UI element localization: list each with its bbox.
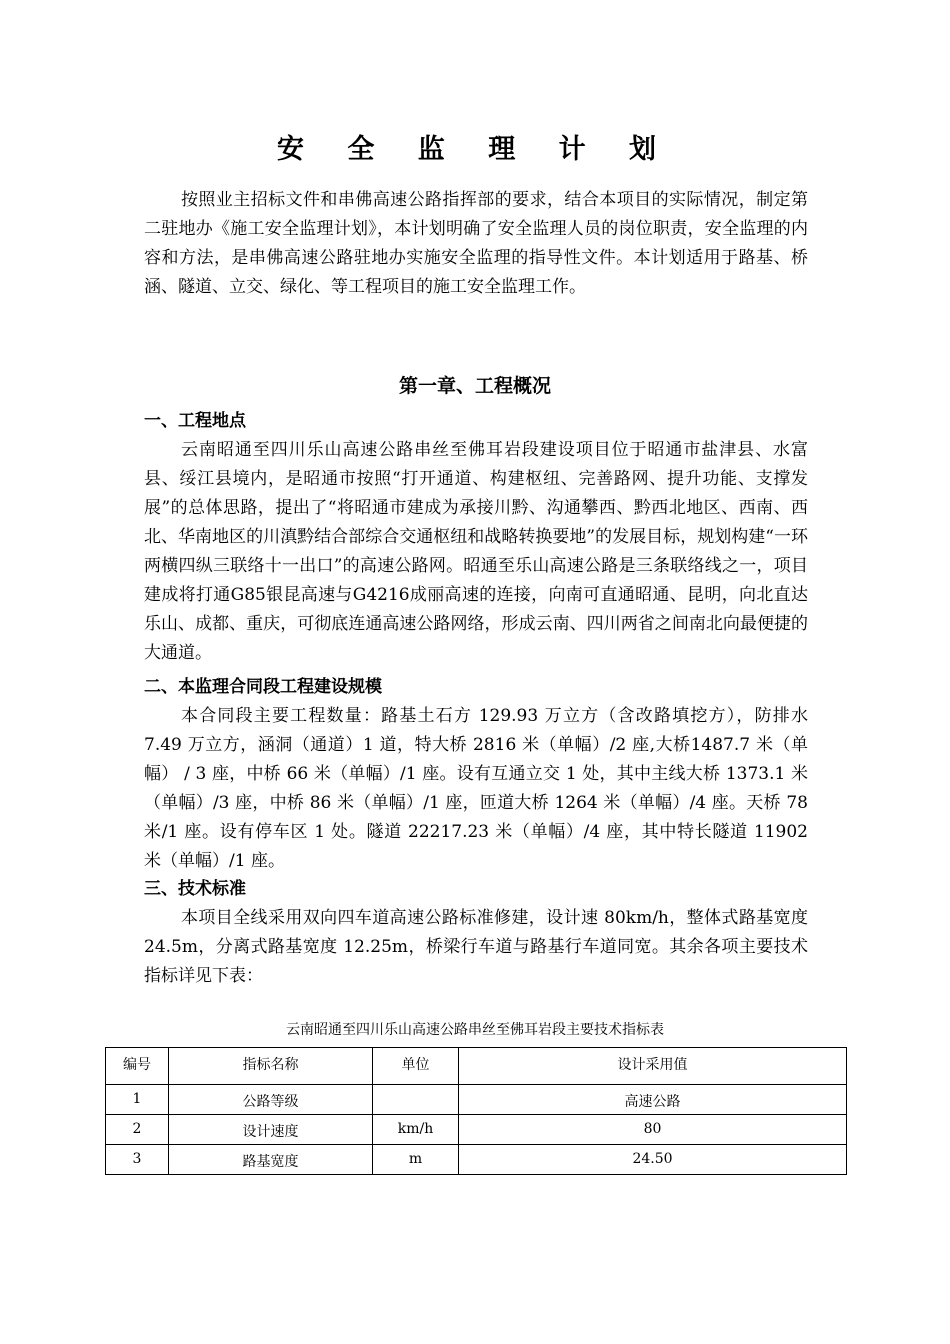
table-cell: 公路等级: [169, 1085, 373, 1115]
table-cell: m: [373, 1145, 459, 1175]
section-body-location: 云南昭通至四川乐山高速公路串丝至佛耳岩段建设项目位于昭通市盐津县、水富县、绥江县境内，是昭通市按照“打开通道、构建枢纽、完善路网、提升功能、支撑发展”的总体思路，提出了“将昭通市建成为承接川黔、沟通攀西、黔西北地区、西南、西北、华南地区的川滇黔结合部综合交通枢纽和战略转换要地”的发展目标，规划构建“一环两横四纵三联络十一出口”的高速公路网。昭通至乐山高速公路是三条联络线之一，项目建成将打通G85银昆高速与G4216成丽高速的连接，向南可直通昭通、昆明，向北直达乐山、成都、重庆，可彻底连通高速公路网络，形成云南、四川两省之间南北向最便捷的大通道。: [144, 440, 808, 663]
table-cell: 24.50: [459, 1145, 847, 1175]
section-body-scale: 本合同段主要工程数量：路基土石方 129.93 万立方（含改路填挖方），防排水 7.49 万立方，涵洞（通道）1 道，特大桥 2816 米（单幅）/2 座,大桥1487.7 米（单幅） / 3 座，中桥 66 米（单幅）/1 座。设有互通立交 1 处，其中主线大桥 1373.1 米（单幅）/3 座，中桥 86 米（单幅）/1 座，匝道大桥 1264 米（单幅）/4 座。天桥 78 米/1 座。设有停车区 1 处。隧道 22217.23 米（单幅）/4 座，其中特长隧道 11902 米（单幅）/1 座。: [144, 706, 808, 871]
document-title: 安 全 监 理 计 划: [277, 134, 673, 165]
table-cell: 3: [106, 1145, 169, 1175]
section-heading-scale: 二、本监理合同段工程建设规模: [144, 677, 382, 697]
chapter-heading: 第一章、工程概况: [398, 375, 551, 397]
table-row: [106, 1085, 847, 1115]
table-cell: 2: [106, 1115, 169, 1145]
table-header-cell: 单位: [373, 1048, 459, 1085]
section-heading-location: 一、工程地点: [144, 411, 246, 431]
table-cell: 80: [459, 1115, 847, 1145]
table-cell: km/h: [373, 1115, 459, 1145]
table-header-cell: 指标名称: [169, 1048, 373, 1085]
table-cell: 高速公路: [459, 1085, 847, 1115]
table-row: [106, 1145, 847, 1175]
table-header-cell: 设计采用值: [459, 1048, 847, 1085]
table-header-row: [106, 1048, 847, 1085]
table-row: [106, 1115, 847, 1145]
intro-paragraph: 按照业主招标文件和串佛高速公路指挥部的要求，结合本项目的实际情况，制定第二驻地办《施工安全监理计划》，本计划明确了安全监理人员的岗位职责，安全监理的内容和方法，是串佛高速公路驻地办实施安全监理的指导性文件。本计划适用于路基、桥涵、隧道、立交、绿化、等工程项目的施工安全监理工作。: [144, 190, 808, 297]
table-caption: 云南昭通至四川乐山高速公路串丝至佛耳岩段主要技术指标表: [286, 1022, 664, 1038]
table-cell: 设计速度: [169, 1115, 373, 1145]
section-heading-standards: 三、技术标准: [144, 879, 246, 899]
table-cell: 路基宽度: [169, 1145, 373, 1175]
table-header-cell: 编号: [106, 1048, 169, 1085]
technical-indicator-table: [105, 1047, 847, 1175]
table-cell: [373, 1085, 459, 1115]
section-body-standards: 本项目全线采用双向四车道高速公路标准修建，设计速 80km/h，整体式路基宽度 24.5m，分离式路基宽度 12.25m，桥梁行车道与路基行车道同宽。其余各项主要技术指标详见下表：: [144, 908, 808, 986]
table-cell: 1: [106, 1085, 169, 1115]
